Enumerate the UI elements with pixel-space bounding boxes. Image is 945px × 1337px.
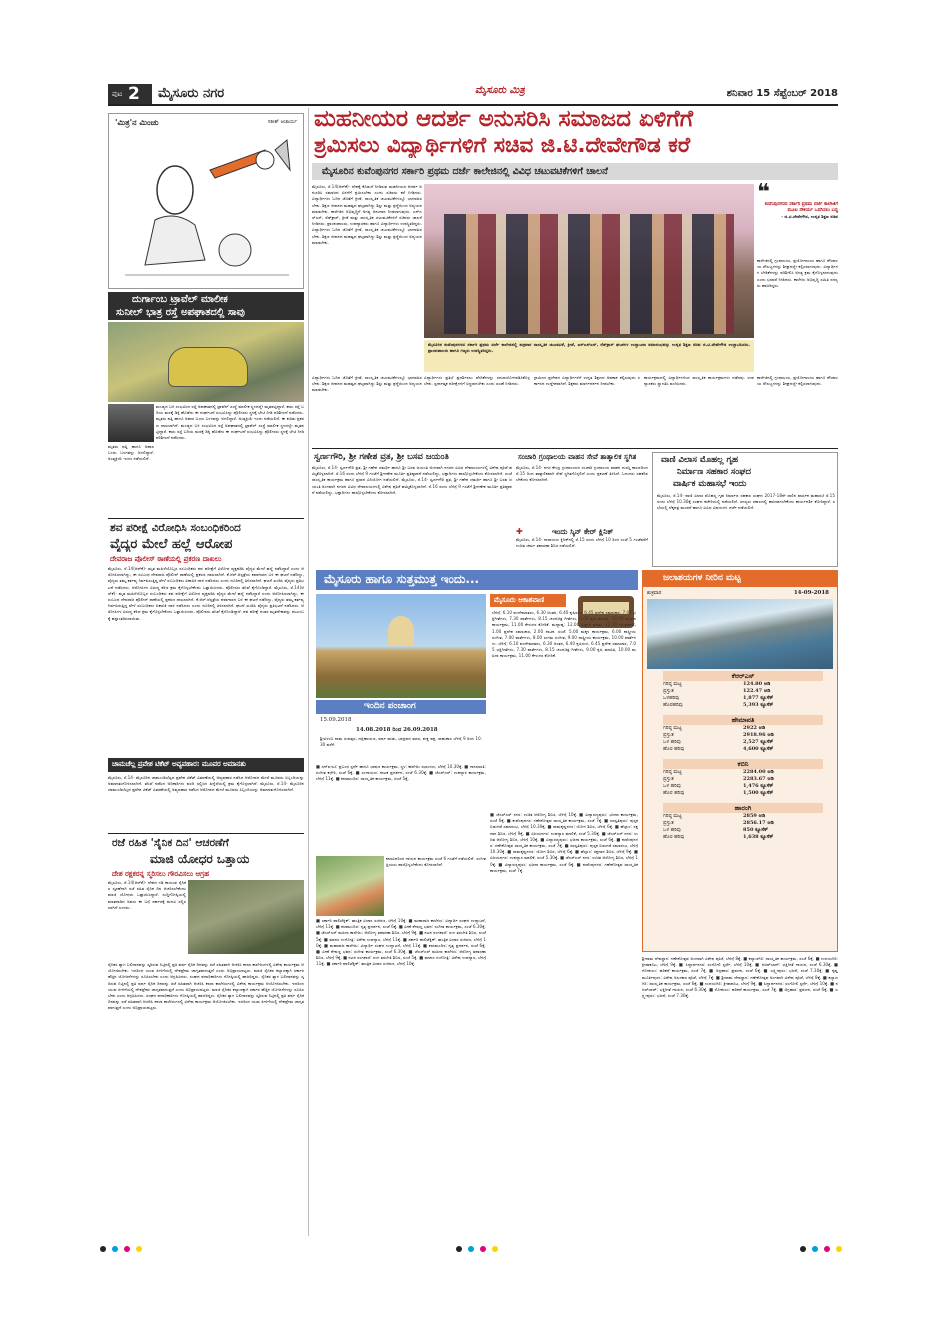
singers-body: ಕಲಾವಿದರಿಂದ ಗಾಯನ ಕಾರ್ಯಕ್ರಮ ಸಂಜೆ 6 ಗಂಟೆಗೆ ನಡೆಯಲಿದೆ. ಸಂಗೀತ ಪ್ರಿಯರು ಪಾಲ್ಗೊಳ್ಳಬೇಕೆಂದು ಕೋರಲಾಗಿದೆ. — [386, 856, 486, 868]
reservoir-row-label: ಗರಿಷ್ಠ ಮಟ್ಟ — [663, 769, 682, 775]
reg-dot-10 — [812, 1246, 818, 1252]
mid-divider — [312, 448, 838, 449]
lead-headline-2: ಶ್ರಮಿಸಲು ವಿದ್ಯಾರ್ಥಿಗಳಿಗೆ ಸಚಿವ ಜಿ.ಟಿ.ದೇವೇಗೌಡ ಕರೆ — [314, 133, 691, 158]
reservoir-row-label: ಗರಿಷ್ಠ ಮಟ್ಟ — [663, 725, 682, 731]
reg-dot-3 — [124, 1246, 130, 1252]
clinic-body: ಮೈಸೂರು, ಸೆ.14- ನಾರಾಯಣ ಕ್ಲಿನಿಕ್‌ನಲ್ಲಿ ಸೆ.15 ರಂದು ಬೆಳಿಗ್ಗೆ 10 ರಿಂದ ಸಂಜೆ 5 ಗಂಟೆವರೆಗೆ ಉಚಿತ ಚರ್ಮ ತಪಾಸಣಾ ಶಿಬಿರ ನಡೆಯಲಿದೆ. — [516, 537, 648, 549]
sainik-body-a: ಮೈಸೂರು, ಸೆ.14(ಆರ್‌ಕೆ)- ದೇಶದ ಗಡಿ ಕಾಯುವ ಸೈನಿಕರ ಸ್ಮರಣೆಗಾಗಿ ರಜೆ ರಹಿತ ಸೈನಿಕ ದಿನ ಆಚರಿಸಬೇಕೆಂದು ಮಾಜಿ ಯೋಧರು ಒತ್ತಾಯಿಸಿದ್ದಾರೆ. ಸುದ್ದಿಗೋಷ್ಠಿಯಲ್ಲಿ ಮಾತನಾಡಿದ ಅವರು ಈ ಬಗ್ಗೆ ಸರ್ಕಾರಕ್ಕೆ ಮನವಿ ಸಲ್ಲಿಸಲಾಗಿದೆ ಎಂದರು. — [108, 880, 186, 910]
lead-body-bottom-1: ವಿದ್ಯಾರ್ಥಿಗಳು ಪ್ರತಿಭೆ ಪ್ರದರ್ಶಿಸಲು ವೇದಿಕೆಗಳನ್ನು ಸದುಪಯೋಗಪಡಿಸಿಕೊಳ್ಳಬೇಕು. ಸ್ಪರ್ಧಾತ್ಮಕ ಪರೀಕ್ಷೆಗಳಿಗೆ ಸಿದ್ಧರಾಗಬೇಕು ಎಂದು ಸಲಹೆ ನೀಡಿದರು. — [424, 375, 530, 387]
cartoon-title: 'ಮಿತ್ರ'ನ ಮಿಂಚು — [115, 118, 159, 127]
today-banner — [316, 570, 638, 590]
transport-body: ಮೈಸೂರು, ಸೆ.14- ನಗರ ಕೇಂದ್ರ ಗ್ರಂಥಾಲಯದ ಸಂಚಾರಿ ಗ್ರಂಥಾಲಯ ವಾಹನ ದುರಸ್ತಿ ಕಾರಣದಿಂದ ಸೆ.15 ರಿಂದ ತಾತ್ಕಾಲಿಕವಾಗಿ ಸೇವೆ ಸ್ಥಗಿತಗೊಳ್ಳಲಿದೆ ಎಂದು ಪ್ರಕಟಣೆ ತಿಳಿಸಿದೆ. ಓದುಗರು ಸಹಕರಿಸಬೇಕೆಂದು ಕೋರಲಾಗಿದೆ. — [516, 465, 648, 483]
panchanga-body: ಶ್ರೀವಿಳಂಬಿ ನಾಮ ಸಂವತ್ಸರ, ದಕ್ಷಿಣಾಯಣ, ವರ್ಷ ಋತು, ಭಾದ್ರಪದ ಮಾಸ, ಶುಕ್ಲ ಪಕ್ಷ, ರಾಹುಕಾಲ ಬೆಳಿಗ್ಗೆ 9 ರಿಂದ 10.30 ವರೆಗೆ. — [320, 736, 482, 748]
reservoir-block — [663, 759, 823, 797]
reservoir-row-value: 1,476 ಕ್ಯೂಸೆಕ್ — [743, 783, 774, 789]
radio-box — [490, 594, 638, 810]
reg-dot-1 — [100, 1246, 106, 1252]
reservoir-name: ಹೇಮಾವತಿ — [663, 715, 823, 725]
dams-box — [642, 570, 838, 952]
lead-photo-caption-box — [424, 340, 754, 372]
zoo-body: ಮೈಸೂರು, ಸೆ.14- ಮೈಸೂರಿನ ಚಾಮುಂಡಿಬೆಟ್ಟದ ಪ್ರವೇಶ ಟಿಕೆಟ್ ವಿತರಣೆಯಲ್ಲಿ ಅವ್ಯವಹಾರ ನಡೆಸಿದ ಆರೋಪದ ಮೇಲೆ ಮೂವರು ಸಿಬ್ಬಂದಿಯನ್ನು ಅಮಾನತುಗೊಳಿಸಲಾಗಿದೆ. ತನಿಖೆ ನಡೆಸಿದ ಅಧಿಕಾರಿಗಳು ವರದಿ ಸಲ್ಲಿಸಿದ ಹಿನ್ನೆಲೆಯಲ್ಲಿ ಕ್ರಮ ಕೈಗೊಳ್ಳಲಾಗಿದೆ. ಮೈಸೂರು, ಸೆ.14- ಮೈಸೂರಿನ ಚಾಮುಂಡಿಬೆಟ್ಟದ ಪ್ರವೇಶ ಟಿಕೆಟ್ ವಿತರಣೆಯಲ್ಲಿ ಅವ್ಯವಹಾರ ನಡೆಸಿದ ಆರೋಪದ ಮೇಲೆ ಮೂವರು ಸಿಬ್ಬಂದಿಯನ್ನು ಅಮಾನತುಗೊಳಿಸಲಾಗಿದೆ. — [108, 775, 304, 793]
reservoir-row — [663, 776, 823, 783]
lead-headline-1: ಮಹನೀಯರ ಆದರ್ಶ ಅನುಸರಿಸಿ ಸಮಾಜದ ಏಳಿಗೆಗೆ — [314, 106, 694, 132]
soldiers-photo — [188, 880, 304, 954]
reservoir-row-label: ಒಳ ಹರಿವು — [663, 827, 681, 833]
lead-subhead-box — [312, 163, 838, 180]
lead-body-bottom-2: ಗ್ರಾಮೀಣ ಪ್ರದೇಶದ ವಿದ್ಯಾರ್ಥಿಗಳಿಗೆ ಉನ್ನತ ಶಿಕ್ಷಣದ ಅವಕಾಶ ಕಲ್ಪಿಸುವುದು ಸರ್ಕಾರದ ಉದ್ದೇಶವಾಗಿದೆ. ಶಿಕ್ಷಕರು ಮಾರ್ಗದರ್ಶನ ನೀಡಬೇಕು. — [534, 375, 640, 387]
lead-body-bottom-3: ಕಾರ್ಯಕ್ರಮದಲ್ಲಿ ವಿದ್ಯಾರ್ಥಿಗಳಿಂದ ಸಾಂಸ್ಕೃತಿಕ ಕಾರ್ಯಕ್ರಮಗಳು ನಡೆದವು. ಉಪನ್ಯಾಸಕರು ಸ್ವಾಗತಿಸಿ ವಂದಿಸಿದರು. — [644, 375, 754, 387]
reg-dot-6 — [468, 1246, 474, 1252]
lead-photo — [424, 184, 754, 338]
accident-body: ಮಂಡ್ಯದ ಬಳಿ ಸಂಭವಿಸಿದ ರಸ್ತೆ ಅಪಘಾತದಲ್ಲಿ ಟ್ರಾವೆಲ್ ಸಂಸ್ಥೆ ಮಾಲೀಕ ಸ್ಥಳದಲ್ಲೇ ಮೃತಪಟ್ಟಿದ್ದಾರೆ. ಕಾರು ರಸ್ತೆ ಬದಿಯ ಮರಕ್ಕೆ ಡಿಕ್ಕಿ ಹೊಡೆದು ಈ ದುರ್ಘಟನೆ ಸಂಭವಿಸಿದ್ದು ಪೊಲೀಸರು ಸ್ಥಳಕ್ಕೆ ಭೇಟಿ ನೀಡಿ ಪರಿಶೀಲನೆ ನಡೆಸಿದರು. ಮೃತರು ಪತ್ನಿ ಹಾಗೂ ಅಪಾರ ಬಂಧು ಬಳಗವನ್ನು ಅಗಲಿದ್ದಾರೆ. ಅಂತ್ಯಕ್ರಿಯೆ ಇಂದು ನಡೆಯಲಿದೆ. ಈ ಕುರಿತು ಪ್ರಕರಣ ದಾಖಲಾಗಿದೆ. ಮಂಡ್ಯದ ಬಳಿ ಸಂಭವಿಸಿದ ರಸ್ತೆ ಅಪಘಾತದಲ್ಲಿ ಟ್ರಾವೆಲ್ ಸಂಸ್ಥೆ ಮಾಲೀಕ ಸ್ಥಳದಲ್ಲೇ ಮೃತಪಟ್ಟಿದ್ದಾರೆ. ಕಾರು ರಸ್ತೆ ಬದಿಯ ಮರಕ್ಕೆ ಡಿಕ್ಕಿ ಹೊಡೆದು ಈ ದುರ್ಘಟನೆ ಸಂಭವಿಸಿದ್ದು ಪೊಲೀಸರು ಸ್ಥಳಕ್ಕೆ ಭೇಟಿ ನೀಡಿ ಪರಿಶೀಲನೆ ನಡೆಸಿದರು. — [156, 404, 304, 441]
lead-quote-box — [757, 180, 838, 254]
dams-date-label: ಶುಕ್ರವಾರ — [647, 590, 662, 596]
reservoir-row-label: ಹೊರ ಹರಿವು — [663, 746, 685, 752]
today-events-2: ■ ಸರ್ಕಾರಿ ಪಾಲಿಟೆಕ್ನಿಕ್: ತಾಂತ್ರಿಕ ವಿಚಾರ ಸಂಕಿರಣ, ಬೆಳಿಗ್ಗೆ 10ಕ್ಕೆ. ■ ಮಹಾರಾಜ ಕಾಲೇಜು: ವಿದ್ಯಾರ್ಥಿ ಸಂಘದ ಉದ್ಘಾಟನೆ, ಬೆಳಿಗ್ಗೆ 11ಕ್ಕೆ. ■ ಕಲಾಮಂದಿರ: ನೃತ್ಯ ಪ್ರದರ್ಶನ, ಸಂಜೆ 6ಕ್ಕೆ. ■ ವೀಣೆ ಶೇಷಣ್ಣ ಭವನ: ಸಂಗೀತ ಕಾರ್ಯಕ್ರಮ, ಸಂಜೆ 6.30ಕ್ಕೆ. ■ ಜೆಎಸ್‌ಎಸ್ ಮಹಿಳಾ ಕಾಲೇಜು: ಆರೋಗ್ಯ ತಪಾಸಣಾ ಶಿಬಿರ, ಬೆಳಿಗ್ಗೆ 9ಕ್ಕೆ. ■ ನಟನ ರಂಗಶಾಲೆ: ರಂಗ ತರಬೇತಿ ಶಿಬಿರ, ಸಂಜೆ 5ಕ್ಕೆ. ■ ಮಾನಸ ಗಂಗೋತ್ರಿ: ವಿಶೇಷ ಉಪನ್ಯಾಸ, ಬೆಳಿಗ್ಗೆ 11ಕ್ಕೆ. ■ ಸರ್ಕಾರಿ ಪಾಲಿಟೆಕ್ನಿಕ್: ತಾಂತ್ರಿಕ ವಿಚಾರ ಸಂಕಿರಣ, ಬೆಳಿಗ್ಗೆ 10ಕ್ಕೆ. ■ ಮಹಾರಾಜ ಕಾಲೇಜು: ವಿದ್ಯಾರ್ಥಿ ಸಂಘದ ಉದ್ಘಾಟನೆ, ಬೆಳಿಗ್ಗೆ 11ಕ್ಕೆ. ■ ಕಲಾಮಂದಿರ: ನೃತ್ಯ ಪ್ರದರ್ಶನ, ಸಂಜೆ 6ಕ್ಕೆ. ■ ವೀಣೆ ಶೇಷಣ್ಣ ಭವನ: ಸಂಗೀತ ಕಾರ್ಯಕ್ರಮ, ಸಂಜೆ 6.30ಕ್ಕೆ. ■ ಜೆಎಸ್‌ಎಸ್ ಮಹಿಳಾ ಕಾಲೇಜು: ಆರೋಗ್ಯ ತಪಾಸಣಾ ಶಿಬಿರ, ಬೆಳಿಗ್ಗೆ 9ಕ್ಕೆ. ■ ನಟನ ರಂಗಶಾಲೆ: ರಂಗ ತರಬೇತಿ ಶಿಬಿರ, ಸಂಜೆ 5ಕ್ಕೆ. ■ ಮಾನಸ ಗಂಗೋತ್ರಿ: ವಿಶೇಷ ಉಪನ್ಯಾಸ, ಬೆಳಿಗ್ಗೆ 11ಕ್ಕೆ. ■ ಸರ್ಕಾರಿ ಪಾಲಿಟೆಕ್ನಿಕ್: ತಾಂತ್ರಿಕ ವಿಚಾರ ಸಂಕಿರಣ, ಬೆಳಿಗ್ಗೆ 10ಕ್ಕೆ. — [316, 918, 486, 967]
panchanga-box — [316, 700, 486, 760]
housing-headline-3: ವಾರ್ಷಿಕ ಮಹಾಸಭೆ ಇಂದು — [673, 479, 747, 489]
reservoir-row — [663, 827, 823, 834]
clinic-box — [516, 527, 648, 567]
reservoir-row-value: 2284.00 ಅಡಿ — [743, 769, 774, 775]
clinic-headline: ಇಂದು ಸ್ಕಿನ್ ಕೇರ್ ಕ್ಲಿನಿಕ್ — [552, 527, 614, 536]
reservoir-row-label: ಹೊರಹರಿವು — [663, 702, 683, 708]
reservoir-row-value: 2918.96 ಅಡಿ — [743, 732, 774, 738]
reservoir-row — [663, 813, 823, 820]
palace-dome — [388, 616, 414, 646]
reservoir-row-value: 1,638 ಕ್ಯೂಸೆಕ್ — [743, 834, 774, 840]
reservoir-row — [663, 739, 823, 746]
reservoir-row-label: ಒಳ ಹರಿವು — [663, 783, 681, 789]
lead-photo-caption: ಮೈಸೂರಿನ ಕುವೆಂಪುನಗರದ ಸರ್ಕಾರಿ ಪ್ರಥಮ ದರ್ಜೆ ಕಾಲೇಜಿನಲ್ಲಿ ಶುಕ್ರವಾರ ಸಾಂಸ್ಕೃತಿಕ ಚಟುವಟಿಕೆ, ಕ್ರೀಡೆ, ಎನ್‌ಎಸ್‌ಎಸ್, ರೆಡ್‌ಕ್ರಾಸ್ ಘಟಕಗಳ ಉದ್ಘಾಟನಾ ಸಮಾರಂಭವನ್ನು ಉನ್ನತ ಶಿಕ್ಷಣ ಸಚಿವ ಜಿ.ಟಿ.ದೇವೇಗೌಡ ಉದ್ಘಾಟಿಸಿದರು. ಪ್ರಾಂಶುಪಾಲರು ಹಾಗೂ ಗಣ್ಯರು ಉಪಸ್ಥಿತರಿದ್ದರು. — [428, 342, 750, 354]
clinic-icon: ✚ — [516, 527, 523, 536]
reservoir-name: ಕೆಆರ್‌ಎಸ್ — [663, 671, 823, 681]
reservoir-row-value: 1,500 ಕ್ಯೂಸೆಕ್ — [743, 790, 774, 796]
today-events: ■ ಎನ್‌ಐಇಟಿ: ಪ್ರಬಂಧ ಸ್ಪರ್ಧೆ ಹಾಗೂ ಭಾಷಣ ಕಾರ್ಯಕ್ರಮ, ಸ್ಥಳ: ಕಾಲೇಜು ಸಭಾಂಗಣ, ಬೆಳಿಗ್ಗೆ 10.30ಕ್ಕೆ. ■ ಗಾನಭಾರತಿ: ಸಂಗೀತ ಕಛೇರಿ, ಸಂಜೆ 6ಕ್ಕೆ. ■ ರಂಗಾಯಣ: ನಾಟಕ ಪ್ರದರ್ಶನ, ಸಂಜೆ 6.30ಕ್ಕೆ. ■ ಜೆಎಸ್‌ಎಸ್: ಉಪನ್ಯಾಸ ಕಾರ್ಯಕ್ರಮ, ಬೆಳಿಗ್ಗೆ 11ಕ್ಕೆ. ■ ಕಲಾಮಂದಿರ: ಸಾಂಸ್ಕೃತಿಕ ಕಾರ್ಯಕ್ರಮ, ಸಂಜೆ 5ಕ್ಕೆ. — [316, 764, 486, 782]
quote-mark-icon: ❝ — [757, 180, 770, 205]
transport-headline: ಸಂಚಾರಿ ಗ್ರಂಥಾಲಯ ವಾಹನ ಸೇವೆ ತಾತ್ಕಾಲಿಕ ಸ್ಥಗಿತ — [518, 452, 637, 461]
reservoir-row-value: 850 ಕ್ಯೂಸೆಕ್ — [743, 827, 769, 833]
radio-title: ಮೈಸೂರು ಆಕಾಶವಾಣಿ — [494, 596, 545, 604]
reservoir-row-value: 1,877 ಕ್ಯೂಸೆಕ್ — [743, 695, 774, 701]
accident-body-2: ಮೃತರು ಪತ್ನಿ ಹಾಗೂ ಅಪಾರ ಬಂಧು ಬಳಗವನ್ನು ಅಗಲಿದ್ದಾರೆ. ಅಂತ್ಯಕ್ರಿಯೆ ಇಂದು ನಡೆಯಲಿದೆ. — [108, 444, 154, 462]
reservoir-row — [663, 688, 823, 695]
cartoon-artist: ಸತೀಶ್ ಆಚಾರ್ಯ — [267, 119, 297, 125]
left-divider-1 — [108, 518, 304, 519]
reservoir-row — [663, 783, 823, 790]
lead-body-col5b: ಕಾಲೇಜಿನಲ್ಲಿ ಗ್ರಂಥಾಲಯ, ಪ್ರಯೋಗಾಲಯ ಹಾಗೂ ಶೌಚಾಲಯ ಸೌಲಭ್ಯಗಳನ್ನು ಶೀಘ್ರದಲ್ಲೇ ಕಲ್ಪಿಸಲಾಗುವುದು. — [757, 375, 838, 387]
reservoir-row-value: 2856.17 ಅಡಿ — [743, 820, 774, 826]
today-banner-title: ಮೈಸೂರು ಹಾಗೂ ಸುತ್ತಮುತ್ತ ಇಂದು... — [324, 572, 480, 586]
reservoir-row-value: 5,393 ಕ್ಯೂಸೆಕ್ — [743, 702, 774, 708]
reg-dot-9 — [800, 1246, 806, 1252]
accident-photo — [108, 322, 304, 402]
reservoir-block — [663, 803, 823, 841]
reservoir-row-label: ಹೊರ ಹರಿವು — [663, 790, 685, 796]
reg-dot-4 — [136, 1246, 142, 1252]
dams-title: ಜಲಾಶಯಗಳ ನೀರಿನ ಮಟ್ಟ — [663, 573, 742, 583]
zoo-headline: ಚಾಮಚೆಲ್ಲ ಪ್ರವೇಶ ಟಿಕೆಟ್ ಅವ್ಯವಹಾರ: ಮೂವರ ಅಮಾನತು — [112, 760, 246, 768]
lead-body-col1b: ವಿದ್ಯಾರ್ಥಿಗಳು ಓದಿನ ಜೊತೆಗೆ ಕ್ರೀಡೆ, ಸಾಂಸ್ಕೃತಿಕ ಚಟುವಟಿಕೆಗಳಲ್ಲೂ ಭಾಗವಹಿಸಬೇಕು. ಶಿಕ್ಷಣ ಜೀವನದ ಮಹತ್ವದ ಘಟ್ಟವಾಗಿದ್ದು ಶಿಸ್ತು ಮತ್ತು ಶ್ರದ್ಧೆಯಿಂದ ಅಧ್ಯಯನ ಮಾಡಬೇಕು. — [312, 375, 422, 393]
reg-dot-11 — [824, 1246, 830, 1252]
lead-quote: ಕುವೆಂಪುನಗರದ ಸರ್ಕಾರಿ ಪ್ರಥಮ ದರ್ಜೆ ಕಾಲೇಜಿಗೆ ಮೂಲ ಸೌಕರ್ಯ ಒದಗಿಸಲು ಬದ್ಧ — [764, 202, 838, 214]
lead-subhead: ಮೈಸೂರಿನ ಕುವೆಂಪುನಗರ ಸರ್ಕಾರಿ ಪ್ರಥಮ ದರ್ಜೆ ಕಾಲೇಜಿನಲ್ಲಿ ವಿವಿಧ ಚಟುವಟಿಕೆಗಳಿಗೆ ಚಾಲನೆ — [322, 166, 608, 177]
reservoir-row — [663, 732, 823, 739]
reservoir-row — [663, 681, 823, 688]
reservoir-row — [663, 702, 823, 709]
lead-body-col1: ಮೈಸೂರು, ಸೆ.14(ಆರ್‌ಕೆ)- ದೇಶಕ್ಕೆ ಕೊಡುಗೆ ನೀಡಿರುವ ಮಹನೀಯರ ಆದರ್ಶ ಅನುಸರಿಸಿ ಸಮಾಜದ ಏಳಿಗೆಗೆ ಶ್ರಮಿಸಬೇಕು ಎಂದು ಸಚಿವರು ಕರೆ ನೀಡಿದರು. ವಿದ್ಯಾರ್ಥಿಗಳು ಓದಿನ ಜೊತೆಗೆ ಕ್ರೀಡೆ, ಸಾಂಸ್ಕೃತಿಕ ಚಟುವಟಿಕೆಗಳಲ್ಲೂ ಭಾಗವಹಿಸಬೇಕು. ಶಿಕ್ಷಣ ಜೀವನದ ಮಹತ್ವದ ಘಟ್ಟವಾಗಿದ್ದು ಶಿಸ್ತು ಮತ್ತು ಶ್ರದ್ಧೆಯಿಂದ ಅಧ್ಯಯನ ಮಾಡಬೇಕು. ಕಾಲೇಜಿನ ಅಭಿವೃದ್ಧಿಗೆ ಅಗತ್ಯ ಅನುದಾನ ನೀಡಲಾಗುವುದು. ಎನ್‌ಎಸ್‌ಎಸ್, ರೆಡ್‌ಕ್ರಾಸ್, ಕ್ರೀಡೆ ಮತ್ತು ಸಾಂಸ್ಕೃತಿಕ ಚಟುವಟಿಕೆಗಳಿಗೆ ಸಚಿವರು ಚಾಲನೆ ನೀಡಿದರು. ಪ್ರಾಂಶುಪಾಲರು, ಉಪನ್ಯಾಸಕರು ಹಾಗೂ ವಿದ್ಯಾರ್ಥಿಗಳು ಉಪಸ್ಥಿತರಿದ್ದರು. ವಿದ್ಯಾರ್ಥಿಗಳು ಓದಿನ ಜೊತೆಗೆ ಕ್ರೀಡೆ, ಸಾಂಸ್ಕೃತಿಕ ಚಟುವಟಿಕೆಗಳಲ್ಲೂ ಭಾಗವಹಿಸಬೇಕು. ಶಿಕ್ಷಣ ಜೀವನದ ಮಹತ್ವದ ಘಟ್ಟವಾಗಿದ್ದು ಶಿಸ್ತು ಮತ್ತು ಶ್ರದ್ಧೆಯಿಂದ ಅಧ್ಯಯನ ಮಾಡಬೇಕು. — [312, 184, 422, 245]
victim-photo — [108, 404, 154, 442]
lead-photo-people — [444, 214, 734, 334]
housing-headline-1: ವಾಣಿ ವಿಲಾಸ ಮೊಹಲ್ಲ ಗೃಹ — [661, 455, 738, 465]
crashed-car — [168, 347, 248, 387]
reservoir-row-value: 2283.67 ಅಡಿ — [743, 776, 774, 782]
dams-title-box — [643, 571, 837, 587]
reservoir-row — [663, 725, 823, 732]
assault-subhead: ದೇವರಾಜ ಪೊಲೀಸ್ ಠಾಣೆಯಲ್ಲಿ ಪ್ರಕರಣ ದಾಖಲು — [110, 555, 222, 563]
assault-body: ಮೈಸೂರು, ಸೆ.14(ಆರ್‌ಕೆ)- ಮೃತ ಮಹಿಳೆಯೊಬ್ಬರ ಸಂಬಂಧಿಕರು ಶವ ಪರೀಕ್ಷೆಗೆ ವಿರೋಧ ವ್ಯಕ್ತಪಡಿಸಿ ವೈದ್ಯರ ಮೇಲೆ ಹಲ್ಲೆ ನಡೆಸಿದ್ದಾರೆ ಎಂದು ಆರೋಪಿಸಲಾಗಿದ್ದು, ಈ ಸಂಬಂಧ ದೇವರಾಜ ಪೊಲೀಸ್ ಠಾಣೆಯಲ್ಲಿ ಪ್ರಕರಣ ದಾಖಲಾಗಿದೆ. ಕೆ.ಆರ್.ಆಸ್ಪತ್ರೆಯ ಶವಾಗಾರದ ಬಳಿ ಈ ಘಟನೆ ನಡೆದಿದ್ದು, ವೈದ್ಯರು ತಮ್ಮ ಕರ್ತವ್ಯ ನಿರ್ವಹಿಸುತ್ತಿದ್ದ ವೇಳೆ ಸಂಬಂಧಿಕರು ಏಕಾಏಕಿ ದಾಳಿ ನಡೆಸಿದರು ಎಂದು ದೂರಿನಲ್ಲಿ ತಿಳಿಸಲಾಗಿದೆ. ಘಟನೆ ಖಂಡಿಸಿ ವೈದ್ಯರು ಪ್ರತಿಭಟನೆ ನಡೆಸಿದರು. ಆರೋಪಿಗಳ ವಿರುದ್ಧ ಕಠಿಣ ಕ್ರಮ ಕೈಗೊಳ್ಳಬೇಕೆಂದು ಒತ್ತಾಯಿಸಿದರು. ಪೊಲೀಸರು ತನಿಖೆ ಕೈಗೊಂಡಿದ್ದಾರೆ. ಮೈಸೂರು, ಸೆ.14(ಆರ್‌ಕೆ)- ಮೃತ ಮಹಿಳೆಯೊಬ್ಬರ ಸಂಬಂಧಿಕರು ಶವ ಪರೀಕ್ಷೆಗೆ ವಿರೋಧ ವ್ಯಕ್ತಪಡಿಸಿ ವೈದ್ಯರ ಮೇಲೆ ಹಲ್ಲೆ ನಡೆಸಿದ್ದಾರೆ ಎಂದು ಆರೋಪಿಸಲಾಗಿದ್ದು, ಈ ಸಂಬಂಧ ದೇವರಾಜ ಪೊಲೀಸ್ ಠಾಣೆಯಲ್ಲಿ ಪ್ರಕರಣ ದಾಖಲಾಗಿದೆ. ಕೆ.ಆರ್.ಆಸ್ಪತ್ರೆಯ ಶವಾಗಾರದ ಬಳಿ ಈ ಘಟನೆ ನಡೆದಿದ್ದು, ವೈದ್ಯರು ತಮ್ಮ ಕರ್ತವ್ಯ ನಿರ್ವಹಿಸುತ್ತಿದ್ದ ವೇಳೆ ಸಂಬಂಧಿಕರು ಏಕಾಏಕಿ ದಾಳಿ ನಡೆಸಿದರು ಎಂದು ದೂರಿನಲ್ಲಿ ತಿಳಿಸಲಾಗಿದೆ. ಘಟನೆ ಖಂಡಿಸಿ ವೈದ್ಯರು ಪ್ರತಿಭಟನೆ ನಡೆಸಿದರು. ಆರೋಪಿಗಳ ವಿರುದ್ಧ ಕಠಿಣ ಕ್ರಮ ಕೈಗೊಳ್ಳಬೇಕೆಂದು ಒತ್ತಾಯಿಸಿದರು. ಪೊಲೀಸರು ತನಿಖೆ ಕೈಗೊಂಡಿದ್ದಾರೆ. ಶವ ಪರೀಕ್ಷೆ ನಂತರ ಮೃತದೇಹವನ್ನು ಕುಟುಂಬಕ್ಕೆ ಹಸ್ತಾಂತರಿಸಲಾಯಿತು. — [108, 566, 304, 621]
page-number-box — [108, 84, 152, 104]
accident-headline-box — [108, 292, 304, 320]
reservoir-row-label: ಗರಿಷ್ಠ ಮಟ್ಟ — [663, 813, 682, 819]
column-separator — [308, 108, 309, 1236]
reservoir-row-label: ಪ್ರಸ್ತುತ — [663, 732, 674, 738]
panchanga-range: 14.08.2018 ರಿಂದ 26.09.2018 — [356, 727, 438, 733]
right-bottom-body: ಶ್ರೀರಾಮ ದೇವಸ್ಥಾನ: ಗಣೇಶೋತ್ಸವ ಅಂಗವಾಗಿ ವಿಶೇಷ ಪೂಜೆ, ಬೆಳಿಗ್ಗೆ 8ಕ್ಕೆ. ■ ಕಲ್ಯಾಣಗಿರಿ: ಸಾಂಸ್ಕೃತಿಕ ಕಾರ್ಯಕ್ರಮ, ಸಂಜೆ 6ಕ್ಕೆ. ■ ಉದಯಗಿರಿ: ಕ್ರೀಡಾಕೂಟ, ಬೆಳಿಗ್ಗೆ 9ಕ್ಕೆ. ■ ಸಿದ್ದಾರ್ಥನಗರ: ರಂಗೋಲಿ ಸ್ಪರ್ಧೆ, ಬೆಳಿಗ್ಗೆ 10ಕ್ಕೆ. ■ ನಜರ್‌ಬಾದ್: ಭಕ್ತಿಗೀತೆ ಗಾಯನ, ಸಂಜೆ 6.30ಕ್ಕೆ. ■ ಗೋಕುಲಂ: ಹರಿಕಥೆ ಕಾರ್ಯಕ್ರಮ, ಸಂಜೆ 7ಕ್ಕೆ. ■ ಅಗ್ರಹಾರ: ಪ್ರವಚನ, ಸಂಜೆ 6ಕ್ಕೆ. ■ ಲಕ್ಷ್ಮೀಪುರಂ: ಭಜನೆ, ಸಂಜೆ 7.30ಕ್ಕೆ. ■ ಕೃಷ್ಣಮೂರ್ತಿಪುರಂ: ವಿಶೇಷ ಅಲಂಕಾರ ಪೂಜೆ, ಬೆಳಿಗ್ಗೆ 7ಕ್ಕೆ. ■ ಶ್ರೀರಾಮ ದೇವಸ್ಥಾನ: ಗಣೇಶೋತ್ಸವ ಅಂಗವಾಗಿ ವಿಶೇಷ ಪೂಜೆ, ಬೆಳಿಗ್ಗೆ 8ಕ್ಕೆ. ■ ಕಲ್ಯಾಣಗಿರಿ: ಸಾಂಸ್ಕೃತಿಕ ಕಾರ್ಯಕ್ರಮ, ಸಂಜೆ 6ಕ್ಕೆ. ■ ಉದಯಗಿರಿ: ಕ್ರೀಡಾಕೂಟ, ಬೆಳಿಗ್ಗೆ 9ಕ್ಕೆ. ■ ಸಿದ್ದಾರ್ಥನಗರ: ರಂಗೋಲಿ ಸ್ಪರ್ಧೆ, ಬೆಳಿಗ್ಗೆ 10ಕ್ಕೆ. ■ ನಜರ್‌ಬಾದ್: ಭಕ್ತಿಗೀತೆ ಗಾಯನ, ಸಂಜೆ 6.30ಕ್ಕೆ. ■ ಗೋಕುಲಂ: ಹರಿಕಥೆ ಕಾರ್ಯಕ್ರಮ, ಸಂಜೆ 7ಕ್ಕೆ. ■ ಅಗ್ರಹಾರ: ಪ್ರವಚನ, ಸಂಜೆ 6ಕ್ಕೆ. ■ ಲಕ್ಷ್ಮೀಪುರಂ: ಭಜನೆ, ಸಂಜೆ 7.30ಕ್ಕೆ. — [642, 956, 838, 999]
page-number: 2 — [128, 84, 140, 104]
reservoir-row — [663, 820, 823, 827]
singers-photo — [316, 856, 384, 916]
dams-date: 14-09-2018 — [793, 590, 829, 596]
reservoir-row-value: 2,527 ಕ್ಯೂಸೆಕ್ — [743, 739, 774, 745]
masthead — [108, 84, 838, 104]
reservoir-row-value: 122.47 ಅಡಿ — [743, 688, 771, 694]
section-title: ಮೈಸೂರು ನಗರ — [158, 86, 225, 101]
housing-headline-2: ನಿರ್ಮಾಣ ಸಹಕಾರ ಸಂಘದ — [677, 467, 752, 477]
reservoir-row — [663, 769, 823, 776]
reg-dot-12 — [836, 1246, 842, 1252]
reservoir-row — [663, 790, 823, 797]
reservoir-row-value: 4,600 ಕ್ಯೂಸೆಕ್ — [743, 746, 774, 752]
reg-dot-7 — [480, 1246, 486, 1252]
lead-dateline: ಮೈಸೂರು, ಸೆ.14(ಆರ್‌ಕೆ)- ದೇಶಕ್ಕೆ ಕೊಡುಗೆ ನೀಡಿರುವ ಮಹನೀಯರ ಆದರ್ಶ ಅನುಸರಿಸಿ ಸಮಾಜದ ಏಳಿಗೆಗೆ ಶ್ರಮಿಸಬೇಕು ಎಂದು ಸಚಿವರು ಕರೆ ನೀಡಿದರು. — [312, 184, 422, 196]
reservoir-row-label: ಪ್ರಸ್ತುತ — [663, 688, 674, 694]
zoo-headline-box — [108, 758, 304, 772]
sainik-body-b: ಸೈನಿಕರ ತ್ಯಾಗ ಬಲಿದಾನವನ್ನು ಸ್ಮರಿಸುವ ನಿಟ್ಟಿನಲ್ಲಿ ಪ್ರತಿ ವರ್ಷ ಸೈನಿಕ ದಿನವನ್ನು ರಜೆ ರಹಿತವಾಗಿ ಆಚರಿಸಿ ಶಾಲಾ ಕಾಲೇಜುಗಳಲ್ಲಿ ವಿಶೇಷ ಕಾರ್ಯಕ್ರಮ ಆಯೋಜಿಸಬೇಕು. ಇದರಿಂದ ಯುವ ಪೀಳಿಗೆಯಲ್ಲಿ ದೇಶಪ್ರೇಮ ಜಾಗೃತವಾಗುತ್ತದೆ ಎಂದು ಅಭಿಪ್ರಾಯಪಟ್ಟರು. ಮಾಜಿ ಸೈನಿಕರ ಕಲ್ಯಾಣಕ್ಕಾಗಿ ಸರ್ಕಾರ ಹೆಚ್ಚಿನ ಯೋಜನೆಗಳನ್ನು ರೂಪಿಸಬೇಕು ಎಂದು ಆಗ್ರಹಿಸಿದರು. ಸಂಘದ ಪದಾಧಿಕಾರಿಗಳು ಗೋಷ್ಠಿಯಲ್ಲಿ ಹಾಜರಿದ್ದರು. ಸೈನಿಕರ ತ್ಯಾಗ ಬಲಿದಾನವನ್ನು ಸ್ಮರಿಸುವ ನಿಟ್ಟಿನಲ್ಲಿ ಪ್ರತಿ ವರ್ಷ ಸೈನಿಕ ದಿನವನ್ನು ರಜೆ ರಹಿತವಾಗಿ ಆಚರಿಸಿ ಶಾಲಾ ಕಾಲೇಜುಗಳಲ್ಲಿ ವಿಶೇಷ ಕಾರ್ಯಕ್ರಮ ಆಯೋಜಿಸಬೇಕು. ಇದರಿಂದ ಯುವ ಪೀಳಿಗೆಯಲ್ಲಿ ದೇಶಪ್ರೇಮ ಜಾಗೃತವಾಗುತ್ತದೆ ಎಂದು ಅಭಿಪ್ರಾಯಪಟ್ಟರು. ಮಾಜಿ ಸೈನಿಕರ ಕಲ್ಯಾಣಕ್ಕಾಗಿ ಸರ್ಕಾರ ಹೆಚ್ಚಿನ ಯೋಜನೆಗಳನ್ನು ರೂಪಿಸಬೇಕು ಎಂದು ಆಗ್ರಹಿಸಿದರು. ಸಂಘದ ಪದಾಧಿಕಾರಿಗಳು ಗೋಷ್ಠಿಯಲ್ಲಿ ಹಾಜರಿದ್ದರು. ಸೈನಿಕರ ತ್ಯಾಗ ಬಲಿದಾನವನ್ನು ಸ್ಮರಿಸುವ ನಿಟ್ಟಿನಲ್ಲಿ ಪ್ರತಿ ವರ್ಷ ಸೈನಿಕ ದಿನವನ್ನು ರಜೆ ರಹಿತವಾಗಿ ಆಚರಿಸಿ ಶಾಲಾ ಕಾಲೇಜುಗಳಲ್ಲಿ ವಿಶೇಷ ಕಾರ್ಯಕ್ರಮ ಆಯೋಜಿಸಬೇಕು. ಇದರಿಂದ ಯುವ ಪೀಳಿಗೆಯಲ್ಲಿ ದೇಶಪ್ರೇಮ ಜಾಗೃತವಾಗುತ್ತದೆ ಎಂದು ಅಭಿಪ್ರಾಯಪಟ್ಟರು. — [108, 962, 304, 1011]
housing-box — [652, 452, 838, 567]
reservoir-row — [663, 695, 823, 702]
today-events-3: ■ ಜೆಎಸ್‌ಎಸ್ ನಗರ: ಉಚಿತ ಆರೋಗ್ಯ ಶಿಬಿರ, ಬೆಳಿಗ್ಗೆ 10ಕ್ಕೆ. ■ ವಿದ್ಯಾರಣ್ಯಪುರಂ: ಭಜನಾ ಕಾರ್ಯಕ್ರಮ, ಸಂಜೆ 6ಕ್ಕೆ. ■ ಕುವೆಂಪುನಗರ: ಗಣೇಶೋತ್ಸವ ಸಾಂಸ್ಕೃತಿಕ ಕಾರ್ಯಕ್ರಮ, ಸಂಜೆ 7ಕ್ಕೆ. ■ ಸರಸ್ವತಿಪುರಂ: ಪುಸ್ತಕ ಬಿಡುಗಡೆ ಸಮಾರಂಭ, ಬೆಳಿಗ್ಗೆ 10.30ಕ್ಕೆ. ■ ರಾಮಕೃಷ್ಣನಗರ: ಯೋಗ ಶಿಬಿರ, ಬೆಳಿಗ್ಗೆ 6ಕ್ಕೆ. ■ ಹೆಬ್ಬಾಳ: ರಕ್ತದಾನ ಶಿಬಿರ, ಬೆಳಿಗ್ಗೆ 9ಕ್ಕೆ. ■ ವಿಜಯನಗರ: ಉಪನ್ಯಾಸ ಮಾಲಿಕೆ, ಸಂಜೆ 5.30ಕ್ಕೆ. ■ ಜೆಎಸ್‌ಎಸ್ ನಗರ: ಉಚಿತ ಆರೋಗ್ಯ ಶಿಬಿರ, ಬೆಳಿಗ್ಗೆ 10ಕ್ಕೆ. ■ ವಿದ್ಯಾರಣ್ಯಪುರಂ: ಭಜನಾ ಕಾರ್ಯಕ್ರಮ, ಸಂಜೆ 6ಕ್ಕೆ. ■ ಕುವೆಂಪುನಗರ: ಗಣೇಶೋತ್ಸವ ಸಾಂಸ್ಕೃತಿಕ ಕಾರ್ಯಕ್ರಮ, ಸಂಜೆ 7ಕ್ಕೆ. ■ ಸರಸ್ವತಿಪುರಂ: ಪುಸ್ತಕ ಬಿಡುಗಡೆ ಸಮಾರಂಭ, ಬೆಳಿಗ್ಗೆ 10.30ಕ್ಕೆ. ■ ರಾಮಕೃಷ್ಣನಗರ: ಯೋಗ ಶಿಬಿರ, ಬೆಳಿಗ್ಗೆ 6ಕ್ಕೆ. ■ ಹೆಬ್ಬಾಳ: ರಕ್ತದಾನ ಶಿಬಿರ, ಬೆಳಿಗ್ಗೆ 9ಕ್ಕೆ. ■ ವಿಜಯನಗರ: ಉಪನ್ಯಾಸ ಮಾಲಿಕೆ, ಸಂಜೆ 5.30ಕ್ಕೆ. ■ ಜೆಎಸ್‌ಎಸ್ ನಗರ: ಉಚಿತ ಆರೋಗ್ಯ ಶಿಬಿರ, ಬೆಳಿಗ್ಗೆ 10ಕ್ಕೆ. ■ ವಿದ್ಯಾರಣ್ಯಪುರಂ: ಭಜನಾ ಕಾರ್ಯಕ್ರಮ, ಸಂಜೆ 6ಕ್ಕೆ. ■ ಕುವೆಂಪುನಗರ: ಗಣೇಶೋತ್ಸವ ಸಾಂಸ್ಕೃತಿಕ ಕಾರ್ಯಕ್ರಮ, ಸಂಜೆ 7ಕ್ಕೆ. — [490, 812, 638, 873]
lead-quote-by: - ಜಿ.ಟಿ.ದೇವೇಗೌಡ, ಉನ್ನತ ಶಿಕ್ಷಣ ಸಚಿವ — [781, 214, 838, 220]
reservoir-block — [663, 671, 823, 709]
sainik-subhead: ದೇಶ ರಕ್ಷಕರನ್ನ ಸ್ಮರಿಸಲು ಗೌರವಿಸಲು ಆಗ್ರಹ — [112, 870, 210, 878]
page-label: ಪುಟ — [112, 90, 123, 98]
radio-schedule: ಬೆಳಿಗ್ಗೆ: 6.10 ವಂದೇಮಾತರಂ, 6.30 ಚಿಂತನ, 6.40 ಕೃಷಿರಂಗ, 6.45 ಪ್ರದೇಶ ಸಮಾಚಾರ, 7.05 ಭಕ್ತಿಗೀತೆಗಳು, 7.30 ವಾರ್ತೆಗಳು, 8.15 ಚಲನಚಿತ್ರ ಗೀತೆಗಳು, 9.00 ಕೃಷಿ ಮಾಹಿತಿ, 10.00 ಮಹಿಳಾ ಕಾರ್ಯಕ್ರಮ, 11.00 ಕೇಳುಗರ ಕೋರಿಕೆ. ಮಧ್ಯಾಹ್ನ: 12.00 ವಿಜ್ಞಾನ ಮಾತು, 12.30 ಯುವವಾಣಿ, 1.00 ಪ್ರದೇಶ ಸಮಾಚಾರ, 2.00 ನಾಟಕ. ಸಂಜೆ: 5.00 ಮಕ್ಕಳ ಕಾರ್ಯಕ್ರಮ, 6.00 ಶಾಸ್ತ್ರೀಯ ಸಂಗೀತ, 7.00 ವಾರ್ತೆಗಳು, 8.00 ಸುಗಮ ಸಂಗೀತ, 9.00 ರಾಷ್ಟ್ರೀಯ ಕಾರ್ಯಕ್ರಮ, 10.00 ವಾರ್ತೆಗಳು. ಬೆಳಿಗ್ಗೆ: 6.10 ವಂದೇಮಾತರಂ, 6.30 ಚಿಂತನ, 6.40 ಕೃಷಿರಂಗ, 6.45 ಪ್ರದೇಶ ಸಮಾಚಾರ, 7.05 ಭಕ್ತಿಗೀತೆಗಳು, 7.30 ವಾರ್ತೆಗಳು, 8.15 ಚಲನಚಿತ್ರ ಗೀತೆಗಳು, 9.00 ಕೃಷಿ ಮಾಹಿತಿ, 10.00 ಮಹಿಳಾ ಕಾರ್ಯಕ್ರಮ, 11.00 ಕೇಳುಗರ ಕೋರಿಕೆ. — [492, 610, 636, 659]
radio-title-box — [490, 594, 566, 607]
reservoir-row-label: ಪ್ರಸ್ತುತ — [663, 776, 674, 782]
reservoir-name: ಹಾರಂಗಿ — [663, 803, 823, 813]
palace-photo — [316, 594, 486, 698]
assault-headline-2: ವೈದ್ಯರ ಮೇಲೆ ಹಲ್ಲೆ ಆರೋಪ — [110, 537, 233, 552]
reservoir-name: ಕಬಿನಿ — [663, 759, 823, 769]
cartoon-drawing — [115, 130, 299, 284]
lead-body-col5: ಕಾಲೇಜಿನಲ್ಲಿ ಗ್ರಂಥಾಲಯ, ಪ್ರಯೋಗಾಲಯ ಹಾಗೂ ಶೌಚಾಲಯ ಸೌಲಭ್ಯಗಳನ್ನು ಶೀಘ್ರದಲ್ಲೇ ಕಲ್ಪಿಸಲಾಗುವುದು. ವಿದ್ಯಾರ್ಥಿಗಳ ಬೇಡಿಕೆಗಳನ್ನು ಪರಿಶೀಲಿಸಿ ಅಗತ್ಯ ಕ್ರಮ ಕೈಗೊಳ್ಳಲಾಗುವುದು ಎಂದು ಭರವಸೆ ನೀಡಿದರು. ಕಾಲೇಜು ಅಭಿವೃದ್ಧಿ ಸಮಿತಿ ಸದಸ್ಯರು ಹಾಜರಿದ್ದರು. — [757, 258, 838, 288]
reservoir-row-label: ಗರಿಷ್ಠ ಮಟ್ಟ — [663, 681, 682, 687]
reservoir-row-label: ಒಳ ಹರಿವು — [663, 739, 681, 745]
reservoir-row-value: 124.80 ಅಡಿ — [743, 681, 771, 687]
left-divider-2 — [108, 833, 304, 834]
ganesha-body: ಮೈಸೂರು, ಸೆ.14- ಸ್ವರ್ಣಗೌರಿ ವ್ರತ, ಶ್ರೀ ಗಣೇಶ ಚತುರ್ಥಿ ಹಾಗೂ ಶ್ರೀ ಬಸವ ಜಯಂತಿ ಅಂಗವಾಗಿ ನಗರದ ವಿವಿಧ ದೇವಾಲಯಗಳಲ್ಲಿ ವಿಶೇಷ ಪೂಜೆ ಹಮ್ಮಿಕೊಳ್ಳಲಾಗಿದೆ. ಸೆ.16 ರಂದು ಬೆಳಿಗ್ಗೆ 9 ಗಂಟೆಗೆ ಶ್ರೀಗಣೇಶ ಮೂರ್ತಿ ಪ್ರತಿಷ್ಠಾಪನೆ ನಡೆಯಲಿದ್ದು, ಭಕ್ತಾದಿಗಳು ಪಾಲ್ಗೊಳ್ಳಬೇಕೆಂದು ಕೋರಲಾಗಿದೆ. ಸಂಜೆ ಸಾಂಸ್ಕೃತಿಕ ಕಾರ್ಯಕ್ರಮ ಹಾಗೂ ಪ್ರಸಾದ ವಿನಿಯೋಗ ನಡೆಯಲಿದೆ. ಮೈಸೂರು, ಸೆ.14- ಸ್ವರ್ಣಗೌರಿ ವ್ರತ, ಶ್ರೀ ಗಣೇಶ ಚತುರ್ಥಿ ಹಾಗೂ ಶ್ರೀ ಬಸವ ಜಯಂತಿ ಅಂಗವಾಗಿ ನಗರದ ವಿವಿಧ ದೇವಾಲಯಗಳಲ್ಲಿ ವಿಶೇಷ ಪೂಜೆ ಹಮ್ಮಿಕೊಳ್ಳಲಾಗಿದೆ. ಸೆ.16 ರಂದು ಬೆಳಿಗ್ಗೆ 9 ಗಂಟೆಗೆ ಶ್ರೀಗಣೇಶ ಮೂರ್ತಿ ಪ್ರತಿಷ್ಠಾಪನೆ ನಡೆಯಲಿದ್ದು, ಭಕ್ತಾದಿಗಳು ಪಾಲ್ಗೊಳ್ಳಬೇಕೆಂದು ಕೋರಲಾಗಿದೆ. — [312, 465, 512, 495]
reg-dot-8 — [492, 1246, 498, 1252]
reservoir-row-value: 2859 ಅಡಿ — [743, 813, 766, 819]
ganesha-headline: ಸ್ವರ್ಣಗೌರಿ, ಶ್ರೀ ಗಣೇಶ ವ್ರತ, ಶ್ರೀ ಬಸವ ಜಯಂತಿ — [314, 452, 449, 462]
dam-photo — [647, 599, 833, 669]
panchanga-title-box — [316, 700, 486, 714]
reg-dot-5 — [456, 1246, 462, 1252]
panchanga-title: ಇಂದಿನ ಪಂಚಾಂಗ — [364, 701, 416, 711]
reservoir-row-label: ಒಳಹರಿವು — [663, 695, 680, 701]
cartoon-box — [108, 113, 304, 289]
reservoir-row-label: ಹೊರ ಹರಿವು — [663, 834, 685, 840]
accident-headline-1: ದುರ್ಗಾಂಬ ಟ್ರಾವೆಲ್ ಮಾಲೀಕ — [132, 294, 228, 305]
issue-date: ಶನಿವಾರ 15 ಸೆಪ್ಟೆಂಬರ್ 2018 — [726, 88, 838, 99]
reservoir-row-value: 2922 ಅಡಿ — [743, 725, 766, 731]
reservoir-row — [663, 834, 823, 841]
assault-headline-1: ಶವ ಪರೀಕ್ಷೆ ವಿರೋಧಿಸಿ ಸಂಬಂಧಿಕರಿಂದ — [110, 522, 241, 534]
accident-headline-2: ಸುನೀಲ್ ಭಾತ್ರ ರಸ್ತೆ ಅಪಘಾತದಲ್ಲಿ ಸಾವು — [116, 307, 245, 318]
reservoir-row-label: ಪ್ರಸ್ತುತ — [663, 820, 674, 826]
reservoir-row — [663, 746, 823, 753]
reg-dot-2 — [112, 1246, 118, 1252]
dams-tables — [663, 671, 823, 951]
housing-body: ಮೈಸೂರು, ಸೆ.14- ವಾಣಿ ವಿಲಾಸ ಮೊಹಲ್ಲ ಗೃಹ ನಿರ್ಮಾಣ ಸಹಕಾರ ಸಂಘದ 2017-18ನೇ ಸಾಲಿನ ವಾರ್ಷಿಕ ಮಹಾಸಭೆ ಸೆ.15 ರಂದು ಬೆಳಿಗ್ಗೆ 10.30ಕ್ಕೆ ಸಂಘದ ಕಚೇರಿಯಲ್ಲಿ ನಡೆಯಲಿದೆ. ಸದಸ್ಯರು ಸಕಾಲದಲ್ಲಿ ಹಾಜರಾಗಬೇಕೆಂದು ಕಾರ್ಯದರ್ಶಿ ಕೋರಿದ್ದಾರೆ. ಸಭೆಯಲ್ಲಿ ಲೆಕ್ಕಪತ್ರ ಮಂಡನೆ ಹಾಗೂ ವಿವಿಧ ವಿಷಯಗಳ ಚರ್ಚೆ ನಡೆಯಲಿದೆ. — [657, 493, 835, 511]
sainik-headline-1: ರಜೆ ರಹಿತ 'ಸೈನಿಕ ದಿನ' ಆಚರಣೆಗೆ — [112, 837, 229, 849]
panchanga-date: 15.09.2018 — [320, 717, 352, 723]
sainik-headline-2: ಮಾಜಿ ಯೋಧರ ಒತ್ತಾಯ — [150, 852, 250, 866]
reservoir-block — [663, 715, 823, 753]
paper-logo: ಮೈಸೂರು ಮಿತ್ರ — [475, 85, 525, 96]
